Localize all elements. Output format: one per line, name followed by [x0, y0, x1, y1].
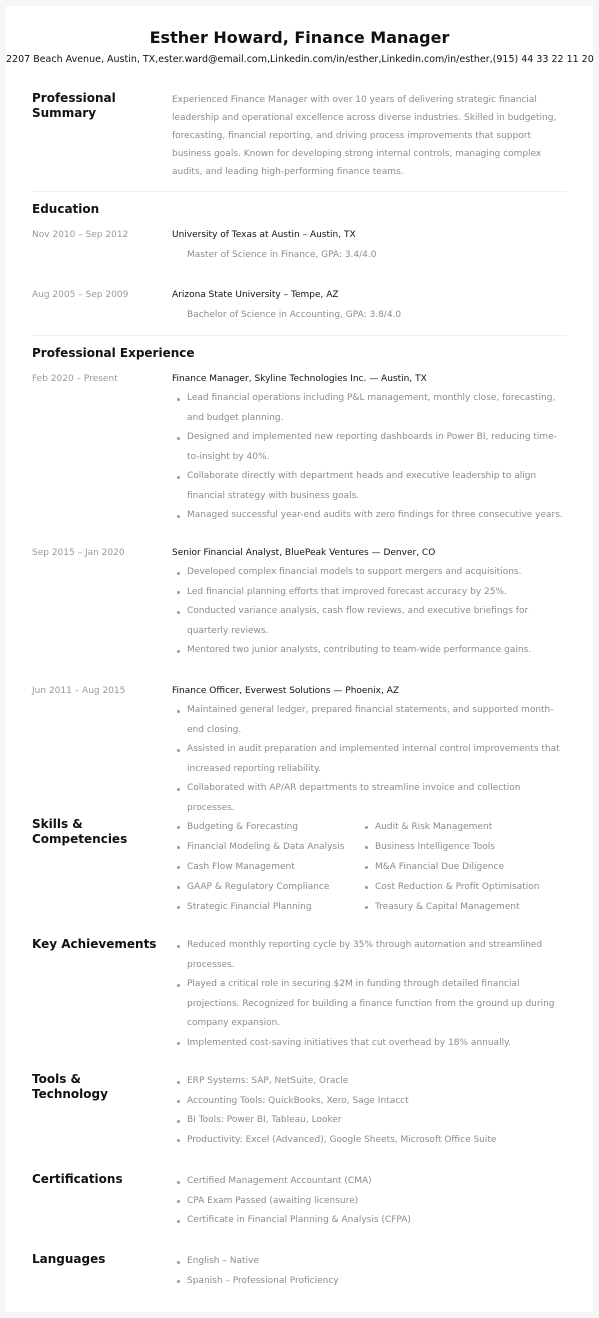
list-item: Productivity: Excel (Advanced), Google Sheets, Microsoft Office Suite [172, 1131, 564, 1151]
list-item: Accounting Tools: QuickBooks, Xero, Sage Intacct [172, 1092, 564, 1112]
list-item: Maintained general ledger, prepared financial statements, and supported month-end closing. [172, 701, 564, 740]
experience-dates: Sep 2015 – Jan 2020 [32, 548, 125, 558]
list-item: Reduced monthly reporting cycle by 35% through automation and streamlined processes. [172, 936, 564, 975]
list-item: M&A Financial Due Diligence [360, 857, 550, 877]
experience-role: Finance Manager, Skyline Technologies Inc. — Austin, TX [172, 374, 427, 384]
section-title-skills: Skills & Competencies [32, 817, 128, 846]
experience-role: Finance Officer, Everwest Solutions — Phoenix, AZ [172, 686, 400, 696]
education-degree: Master of Science in Finance, GPA: 3.4/4.0 [187, 250, 377, 260]
list-item: Spanish – Professional Proficiency [172, 1272, 564, 1292]
list-item: Certified Management Accountant (CMA) [172, 1172, 564, 1192]
list-item: Treasury & Capital Management [360, 897, 550, 917]
list-item: Led financial planning efforts that improved forecast accuracy by 25%. [172, 583, 564, 603]
resume-page [6, 6, 593, 1312]
list-item: Mentored two junior analysts, contributing to team-wide performance gains. [172, 641, 564, 661]
list-item: Cash Flow Management [172, 857, 360, 877]
experience-bullets [172, 389, 564, 526]
list-item: Assisted in audit preparation and implemented internal control improvements that increased reporting reliability. [172, 740, 564, 779]
section-title-education: Education [32, 202, 100, 216]
divider [32, 191, 567, 192]
list-item: Business Intelligence Tools [360, 837, 550, 857]
education-dates: Aug 2005 – Sep 2009 [32, 290, 129, 300]
list-item: Certificate in Financial Planning & Analysis (CFPA) [172, 1211, 564, 1231]
tools-list [172, 1072, 564, 1150]
section-title-achievements: Key Achievements [32, 937, 157, 951]
languages-list [172, 1252, 564, 1291]
list-item: GAAP & Regulatory Compliance [172, 877, 360, 897]
experience-role: Senior Financial Analyst, BluePeak Ventures — Denver, CO [172, 548, 436, 558]
list-item: Conducted variance analysis, cash flow reviews, and executive briefings for quarterly reviews. [172, 602, 564, 641]
list-item: Played a critical role in securing $2M in funding through detailed financial projections. Recognized for building a finance function from the ground up during company expansion. [172, 975, 564, 1034]
list-item: Budgeting & Forecasting [172, 817, 360, 837]
section-title-languages: Languages [32, 1252, 106, 1266]
education-school: Arizona State University – Tempe, AZ [172, 290, 339, 300]
list-item: Strategic Financial Planning [172, 897, 360, 917]
list-item: Developed complex financial models to support mergers and acquisitions. [172, 563, 564, 583]
list-item: Audit & Risk Management [360, 817, 550, 837]
list-item: English – Native [172, 1252, 564, 1272]
contact-line: 2207 Beach Avenue, Austin, TX,ester.ward@email.com,Linkedin.com/in/esther,Linkedin.com/in/esther,(915) 44 33 22 11 20 [6, 54, 594, 65]
list-item: ERP Systems: SAP, NetSuite, Oracle [172, 1072, 564, 1092]
section-title-tools: Tools & Technology [32, 1072, 108, 1101]
candidate-name: Esther Howard, Finance Manager [149, 28, 450, 47]
section-title-summary: Professional Summary [32, 91, 116, 120]
section-title-certifications: Certifications [32, 1172, 123, 1186]
list-item: Cost Reduction & Profit Optimisation [360, 877, 550, 897]
education-dates: Nov 2010 – Sep 2012 [32, 230, 129, 240]
list-item: BI Tools: Power BI, Tableau, Looker [172, 1111, 564, 1131]
list-item: Collaborate directly with department heads and executive leadership to align financial strategy with business goals. [172, 467, 564, 506]
divider [32, 335, 567, 336]
list-item: Managed successful year-end audits with zero findings for three consecutive years. [172, 506, 564, 526]
list-item: Lead financial operations including P&L management, monthly close, forecasting, and budget planning. [172, 389, 564, 428]
education-school: University of Texas at Austin – Austin, TX [172, 230, 356, 240]
list-item: Designed and implemented new reporting dashboards in Power BI, reducing time-to-insight by 40%. [172, 428, 564, 467]
list-item: Collaborated with AP/AR departments to streamline invoice and collection processes. [172, 779, 564, 818]
education-degree: Bachelor of Science in Accounting, GPA: 3.8/4.0 [187, 310, 402, 320]
certifications-list [172, 1172, 564, 1231]
achievements-list [172, 936, 564, 1053]
list-item: Implemented cost-saving initiatives that cut overhead by 18% annually. [172, 1034, 564, 1054]
skills-list [172, 817, 550, 917]
experience-bullets [172, 563, 564, 661]
experience-dates: Feb 2020 – Present [32, 374, 118, 384]
summary-text: Experienced Finance Manager with over 10 years of delivering strategic financial leadership and operational excellence across diverse industries. Skilled in budgeting, forecasting, financial reporting, and driving process improvements that support business goals. Known for developing strong internal controls, managing complex audits, and leading high-performing finance teams. [172, 95, 557, 177]
experience-dates: Jun 2011 – Aug 2015 [32, 686, 126, 696]
list-item: Financial Modeling & Data Analysis [172, 837, 360, 857]
section-title-experience: Professional Experience [32, 346, 195, 360]
experience-bullets [172, 701, 564, 818]
list-item: CPA Exam Passed (awaiting licensure) [172, 1192, 564, 1212]
